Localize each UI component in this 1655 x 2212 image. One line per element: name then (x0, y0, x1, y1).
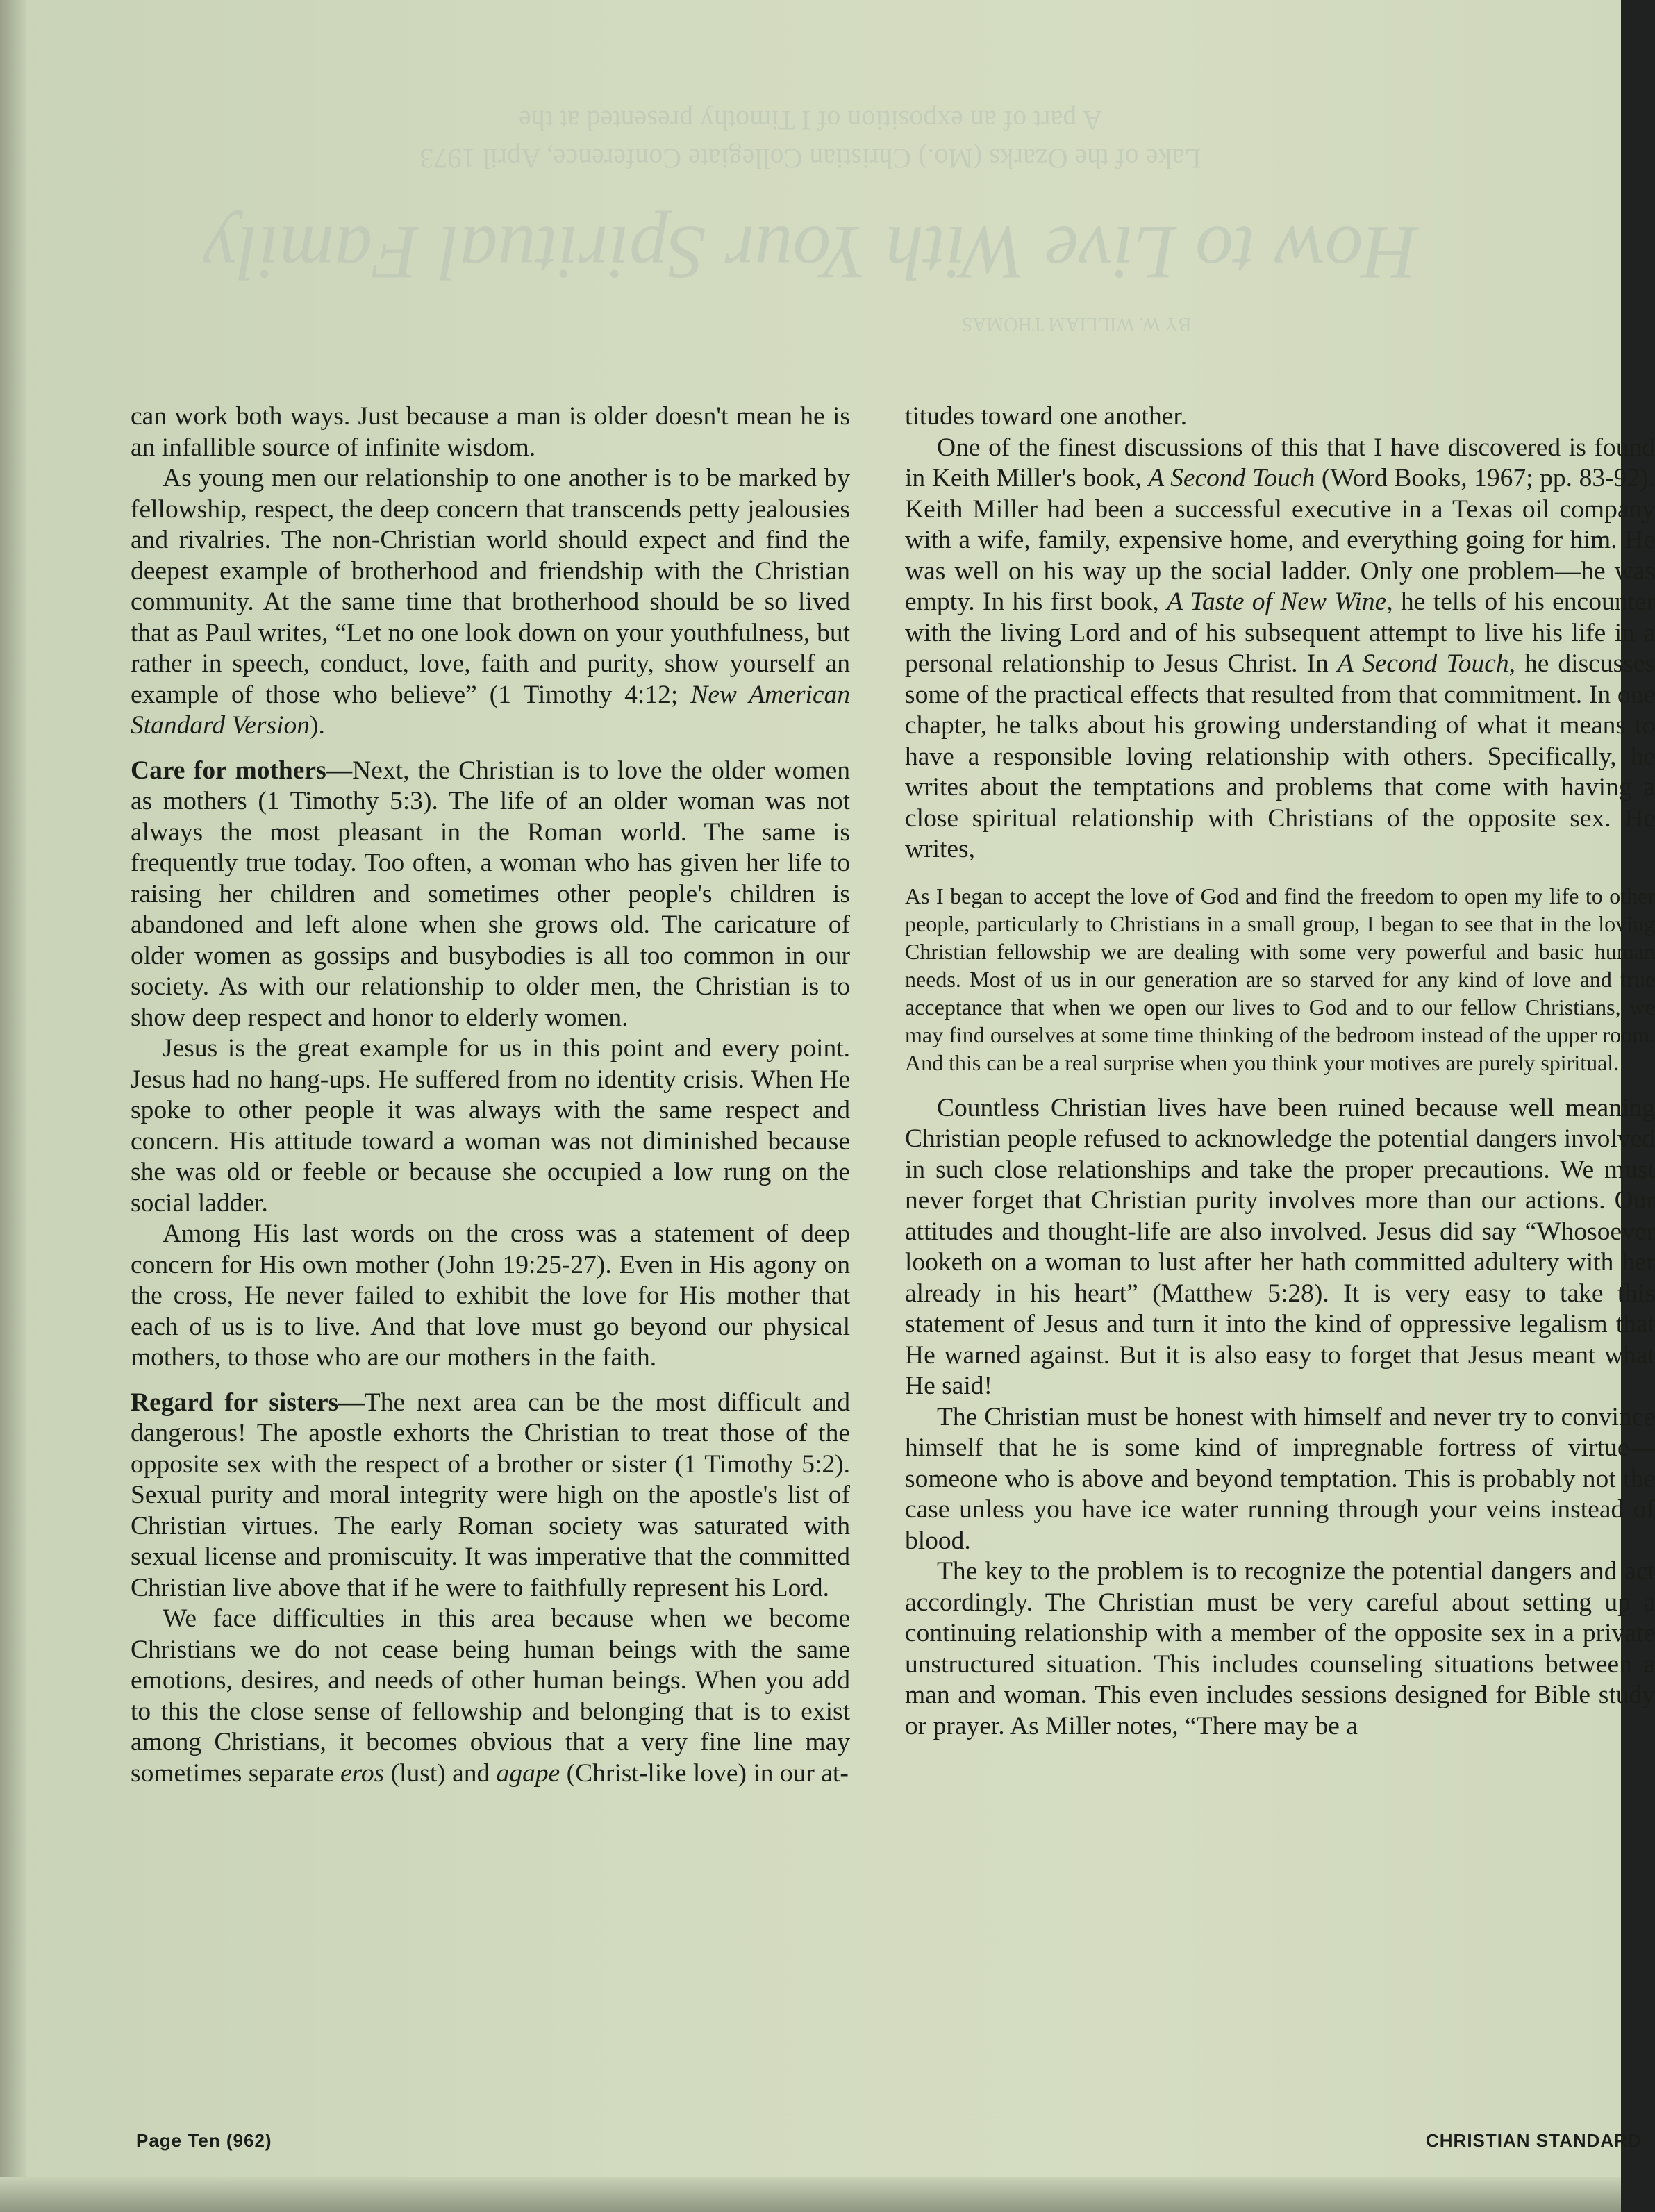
page-number: Page Ten (962) (136, 2130, 272, 2151)
paragraph: We face difficulties in this area because when we become Christians we do not cease being human beings with the same emotions, desires, and needs of other human beings. When you add to this the close sense of fellowship and belonging that is to exist among Christians, it becomes obvious that a very fine line may sometimes separate eros (lust) and agape (Christ-like love) in our at- (131, 1604, 850, 1788)
right-column (905, 401, 1655, 1742)
left-column (131, 401, 850, 1789)
page-edge-shadow (0, 0, 26, 2212)
show-through-byline: BY W. WILLIAM THOMAS (961, 313, 1192, 335)
page-bottom-edge (0, 2177, 1621, 2212)
block-quote: As I began to accept the love of God and find the freedom to open my life to other people, particularly to Christians in a small group, I began to see that in the loving Christian fellowship we are dealing with some very powerful and basic human needs. Most of us in our generation are so starved for any kind of love and true acceptance that when we open our lives to God and to our fellow Christians, we may find ourselves at some time thinking of the bedroom instead of the upper room. And this can be a real surprise when you think your motives are purely spiritual. (905, 883, 1655, 1075)
subheading-care-for-mothers: Care for mothers— (131, 756, 353, 785)
magazine-name: CHRISTIAN STANDARD (1426, 2130, 1642, 2151)
subheading-regard-for-sisters: Regard for sisters— (131, 1388, 365, 1417)
show-through-title: How to Live With Your Spiritual Family (203, 210, 1418, 295)
paragraph: Countless Christian lives have been ruined because well meaning Christian people refused to acknowledge the potential dangers involved in such close relationships and take the proper precautions. We must never forget that Christian purity involves more than our actions. Our attitudes and thought-life are also involved. Jesus did say “Whosoever looketh on a woman to lust after her hath committed adultery with her already in his heart” (Matthew 5:28). It is very easy to take this statement of Jesus and turn it into the kind of oppressive legalism that He warned against. But it is also easy to forget that Jesus meant what He said! (905, 1093, 1655, 1400)
paragraph: One of the finest discussions of this that I have discovered is found in Keith Miller's book, A Second Touch (Word Books, 1967; pp. 83-92). Keith Miller had been a successful executive in a Texas oil company with a wife, family, expensive home, and everything going for him. He was well on his way up the social ladder. Only one problem—he was empty. In his first book, A Taste of New Wine, he tells of his encounter with the living Lord and of his subsequent attempt to live his life in a personal relationship to Jesus Christ. In A Second Touch, he discusses some of the practical effects that resulted from that commitment. In one chapter, he talks about his growing understanding of what it means to have a responsible loving relationship with others. Specifically, he writes about the temptations and problems that come with having a close spiritual relationship with Christians of the opposite sex. He writes, (905, 433, 1655, 863)
paragraph: Among His last words on the cross was a statement of deep concern for His own mother (John 19:25-27). Even in His agony on the cross, He never failed to exhibit the love for His mother that each of us is to live. And that love must go beyond our physical mothers, to those who are our mothers in the faith. (131, 1220, 850, 1372)
paragraph: Jesus is the great example for us in this point and every point. Jesus had no hang-ups. He suffered from no identity crisis. When He spoke to other people it was always with the same respect and concern. His attitude toward a woman was not diminished because she was old or feeble or because she occupied a low rung on the social ladder. (131, 1034, 850, 1217)
paragraph: can work both ways. Just because a man is older doesn't mean he is an infallible source of infinite wisdom. (131, 402, 850, 462)
show-through-line-1: A part of an exposition of I Timothy presented at the (519, 105, 1102, 136)
paragraph: As young men our relationship to one another is to be marked by fellowship, respect, the deep concern that transcends petty jealousies and rivalries. The non-Christian world should expect and find the deepest example of brotherhood and friendship with the Christian community. At the same time that brotherhood should be so lived that as Paul writes, “Let no one look down on your youthfulness, but rather in speech, conduct, love, faith and purity, show yourself an example of those who believe” (1 Timothy 4:12; New American Standard Version). (131, 464, 851, 740)
paragraph-regard-for-sisters: Regard for sisters—The next area can be the most difficult and dangerous! The apostle exhorts the Christian to treat those of the opposite sex with the respect of a brother or sister (1 Timothy 5:2). Sexual purity and moral integrity were high on the apostle's list of Christian virtues. The early Roman society was saturated with sexual license and promiscuity. It was imperative that the committed Christian live above that if he were to faithfully represent his Lord. (131, 1388, 850, 1602)
paragraph: titudes toward one another. (905, 402, 1188, 431)
paragraph-care-for-mothers: Care for mothers—Next, the Christian is to love the older women as mothers (1 Timothy 5:3). The life of an older woman was not always the most pleasant in the Roman world. The same is frequently true today. Too often, a woman who has given her life to raising her children and sometimes other people's children is abandoned and left alone when she grows old. The caricature of older women as gossips and busybodies is all too common in our society. As with our relationship to older men, the Christian is to show deep respect and honor to elderly women. (131, 756, 850, 1032)
paragraph: The key to the problem is to recognize the potential dangers and act accordingly. The Christian must be very careful about setting up a continuing relationship with a member of the opposite sex in a private unstructured situation. This includes counseling situations between a man and woman. This even includes sessions designed for Bible study or prayer. As Miller notes, “There may be a (905, 1557, 1655, 1740)
paragraph: The Christian must be honest with himself and never try to convince himself that he is some kind of impregnable fortress of virtue—someone who is above and beyond temptation. This is probably not the case unless you have ice water running through your veins instead of blood. (905, 1402, 1655, 1555)
show-through-line-2: Lake of the Ozarks (Mo.) Christian Collegiate Conference, April 1973 (419, 143, 1201, 174)
